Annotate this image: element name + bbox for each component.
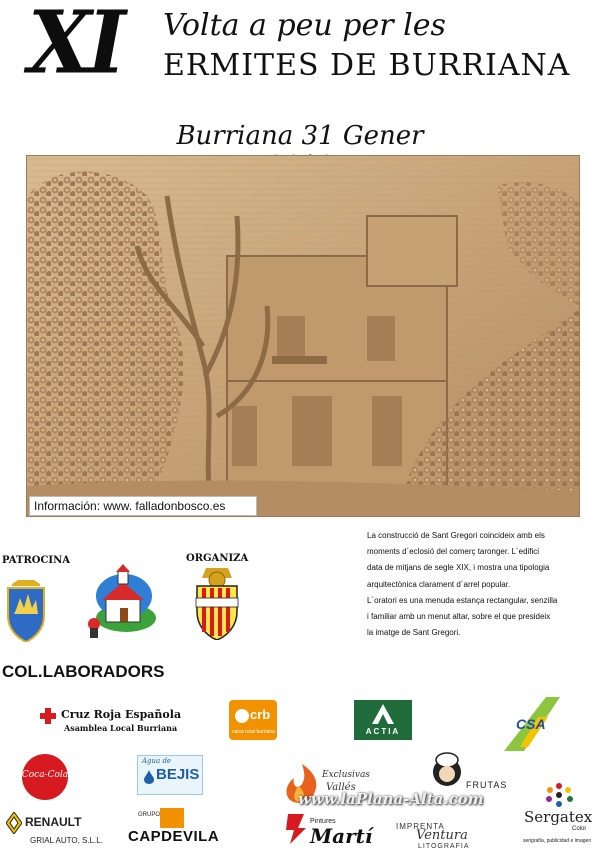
description-line: data de mitjans de segle XIX, i mostra una tipologia [367,563,550,573]
falla-don-bosco-shield-icon [192,566,242,640]
sergatex-color-label: Color [572,826,587,832]
cruz-roja-name: Cruz Roja Española [61,708,182,721]
patrocina-heading: PATROCINA [2,555,71,566]
sergatex-sublabel: serigrafía, publicidad e imagen [523,838,592,844]
ventura-label: Ventura [416,828,468,843]
red-cross-icon [40,708,56,724]
description-line: arquitectònica clarament d´arrel popular. [367,579,511,589]
water-drop-icon [144,770,154,784]
actia-logo [354,700,412,740]
renault-label: RENAULT [25,815,82,829]
marti-label: Martí [310,824,373,848]
colaboradors-heading: COL.LABORADORS [2,662,165,681]
burriana-coat-of-arms-icon [4,580,48,642]
exclusivas-sublabel: Vallés [326,782,356,793]
wood-carving-photo [26,155,580,517]
actia-label: ACTIA [365,727,401,736]
exclusivas-label: Exclusivas [322,770,370,780]
frutas-label: FRUTAS [466,780,508,790]
description-line: moments d´eclosió del comerç taronger. L´edifici [367,547,540,557]
carving-illustration [27,156,580,517]
bejis-top-label: Agua de [142,757,172,765]
description-line: i familiar amb un menut altar, sobre el que presideix [367,612,551,622]
cruz-roja-subtitle: Asamblea Local Burriana [64,723,178,733]
renault-sublabel: GRIAL AUTO, S.L.L. [30,836,103,845]
description-line: la imatge de Sant Gregori. [367,628,461,638]
coca-cola-logo [22,754,68,800]
marti-brush-icon [284,814,308,844]
actia-a-icon [370,702,396,726]
description-line: La construcció de Sant Gregori coincideix amb els [367,531,545,540]
description-line: L´oratori es una menuda estança rectangular, senzilla [367,595,558,605]
coca-cola-label: Coca-Cola [21,770,69,780]
csa-label: CSA [516,716,546,732]
organiza-heading: ORGANIZA [186,553,249,564]
title-line-1: Volta a peu per les [163,8,446,43]
edition-numeral: XI [28,0,122,94]
renault-diamond-icon [6,812,22,834]
marti-top-label: Pintures [310,818,336,825]
event-date: Burriana 31 Gener [176,121,424,151]
litografia-label: LITOGRAFIA [418,843,470,850]
bejis-logo [137,755,203,795]
chapel-building [227,216,457,486]
capdevila-orange-block [160,808,184,828]
capdevila-group-label: GRUPO [138,812,161,818]
bejis-label: BEJIS [156,766,200,783]
crb-sublabel: caixa rural burriana [232,729,275,735]
sergatex-label: Sergatex [524,808,593,826]
crb-circle-icon [235,709,249,723]
chapel-mascot-logo-icon [84,562,158,640]
frutas-chef-icon [430,752,464,788]
sergatex-color-dots-icon [544,782,574,808]
crb-logo [229,700,277,740]
imprenta-label: IMPRENTA [396,822,445,831]
history-description [367,528,592,641]
site-watermark: www.laPlana-Alta.com [298,790,484,808]
capdevila-label: CAPDEVILA [128,828,220,845]
info-website-label: Información: www. falladonbosco.es [29,496,257,516]
title-line-2: ERMITES DE BURRIANA [163,48,571,83]
crb-label: crb [250,707,271,722]
